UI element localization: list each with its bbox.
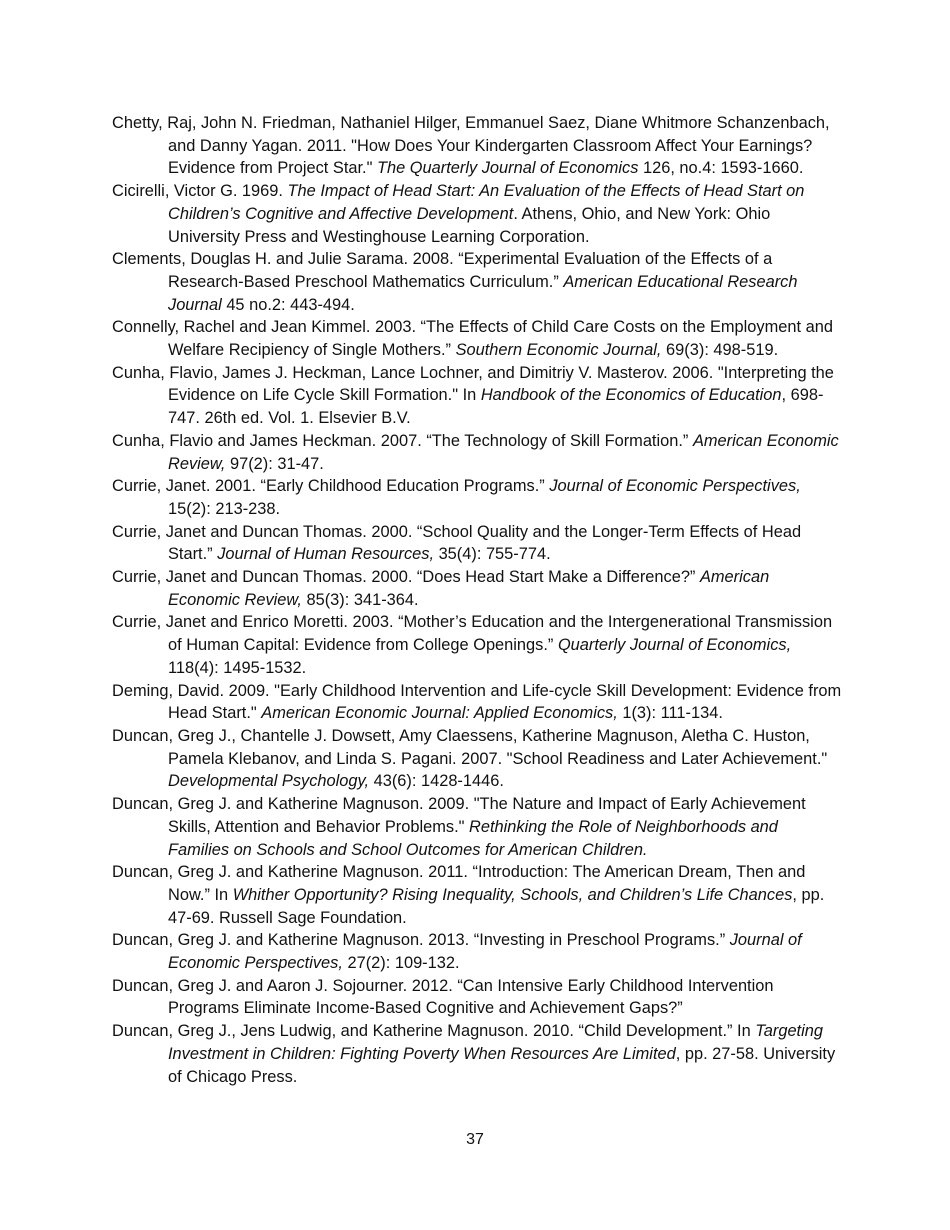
reference-text: 35(4): 755-774. (434, 545, 551, 564)
reference-text: Duncan, Greg J., Jens Ludwig, and Katherine Magnuson. 2010. “Child Development.” In (112, 1022, 756, 1041)
reference-text: 97(2): 31-47. (225, 454, 324, 473)
reference-text: Cunha, Flavio and James Heckman. 2007. “The Technology of Skill Formation.” (112, 431, 693, 450)
reference-text: . Athens, Ohio, and New York: Ohio University Press and Westinghouse Learning Corporation. (168, 204, 771, 246)
reference-source-title: Whither Opportunity? Rising Inequality, Schools, and Children’s Life Chances (232, 885, 793, 904)
reference-source-title: American Economic Review, (168, 431, 839, 473)
reference-entry (112, 861, 842, 929)
page-number: 37 (466, 1131, 484, 1148)
reference-text: Currie, Janet and Enrico Moretti. 2003. “Mother’s Education and the Intergenerational Transmission of Human Capital: Evidence from College Openings.” (112, 613, 833, 655)
reference-entry (112, 975, 842, 1020)
reference-text: , pp. 27-58. University of Chicago Press. (168, 1044, 836, 1086)
reference-text: Duncan, Greg J. and Katherine Magnuson. 2013. “Investing in Preschool Programs.” (112, 931, 730, 950)
reference-source-title: American Educational Research Journal (168, 272, 798, 314)
reference-entry (112, 793, 842, 861)
reference-source-title: Rethinking the Role of Neighborhoods and Families on Schools and School Outcomes for American Children. (168, 817, 778, 859)
reference-text: Clements, Douglas H. and Julie Sarama. 2008. “Experimental Evaluation of the Effects of a Research-Based Preschool Mathematics Curriculum.” (112, 250, 773, 291)
reference-text: 126, no.4: 1593-1660. (638, 159, 804, 178)
reference-text: Cunha, Flavio, James J. Heckman, Lance Lochner, and Dimitriy V. Masterov. 2006. "Interpreting the Evidence on Life Cycle Skill Formation." In (112, 363, 834, 405)
reference-entry (112, 521, 842, 566)
reference-text: Duncan, Greg J. and Katherine Magnuson. 2009. "The Nature and Impact of Early Achievement Skills, Attention and Behavior Problems." (112, 795, 806, 836)
reference-text: 118(4): 1495-1532. (168, 658, 307, 677)
reference-entry (112, 430, 842, 475)
reference-source-title: Journal of Human Resources, (217, 545, 435, 564)
reference-source-title: Handbook of the Economics of Education (480, 386, 782, 405)
reference-text: Connelly, Rachel and Jean Kimmel. 2003. “The Effects of Child Care Costs on the Employment and Welfare Recipiency of Single Mothers.” (112, 318, 833, 360)
reference-source-title: Journal of Economic Perspectives, (549, 477, 801, 496)
reference-text: 45 no.2: 443-494. (221, 295, 355, 314)
reference-entry (112, 680, 842, 725)
reference-source-title: Southern Economic Journal, (455, 341, 662, 360)
reference-source-title: Targeting Investment in Children: Fighting Poverty When Resources Are Limited (168, 1022, 823, 1063)
reference-source-title: The Quarterly Journal of Economics (376, 159, 639, 178)
reference-source-title: American Economic Review, (168, 568, 770, 609)
reference-text: 15(2): 213-238. (168, 499, 281, 518)
reference-text: Duncan, Greg J. and Aaron J. Sojourner. 2012. “Can Intensive Early Childhood Intervention Programs Eliminate Income-Based Cognitive and Achievement Gaps?” (112, 976, 774, 1018)
reference-text: Deming, David. 2009. "Early Childhood Intervention and Life-cycle Skill Development: Evidence from Head Start." (112, 681, 842, 723)
reference-list (112, 112, 842, 1088)
reference-entry (112, 180, 842, 248)
reference-text: Duncan, Greg J., Chantelle J. Dowsett, Amy Claessens, Katherine Magnuson, Aletha C. Huston, Pamela Klebanov, and Linda S. Pagani. 2007. "School Readiness and Later Achievement." (112, 726, 828, 768)
reference-source-title: Journal of Economic Perspectives, (168, 931, 802, 973)
reference-text: 69(3): 498-519. (661, 341, 779, 360)
reference-text: , 698-747. 26th ed. Vol. 1. Elsevier B.V. (168, 386, 824, 428)
reference-entry (112, 1020, 842, 1088)
reference-text: 1(3): 111-134. (617, 704, 723, 723)
reference-source-title: The Impact of Head Start: An Evaluation of the Effects of Head Start on Children’s Cognitive and Affective Development (168, 182, 805, 223)
reference-text: Cicirelli, Victor G. 1969. (112, 182, 288, 201)
reference-entry (112, 362, 842, 430)
reference-source-title: American Economic Journal: Applied Economics, (261, 704, 618, 723)
reference-text: Chetty, Raj, John N. Friedman, Nathaniel Hilger, Emmanuel Saez, Diane Whitmore Schanzenbach, and Danny Yagan. 2011. "How Does Your Kindergarten Classroom Affect Your Earnings? Evidence from Project Star." (112, 114, 830, 178)
reference-text: 27(2): 109-132. (342, 954, 460, 973)
reference-entry (112, 566, 842, 611)
reference-text: Currie, Janet and Duncan Thomas. 2000. “School Quality and the Longer-Term Effects of Head Start.” (112, 522, 802, 564)
reference-text: 85(3): 341-364. (301, 590, 419, 609)
reference-text: Duncan, Greg J. and Katherine Magnuson. 2011. “Introduction: The American Dream, Then and Now.” In (112, 863, 806, 904)
reference-text: , pp. 47-69. Russell Sage Foundation. (168, 885, 825, 927)
reference-entry (112, 725, 842, 793)
reference-text: 43(6): 1428-1446. (369, 772, 504, 791)
reference-source-title: Developmental Psychology, (168, 772, 370, 791)
reference-entry (112, 248, 842, 316)
reference-entry (112, 112, 842, 180)
reference-entry (112, 611, 842, 679)
reference-entry (112, 475, 842, 520)
reference-text: Currie, Janet. 2001. “Early Childhood Education Programs.” (112, 477, 550, 496)
reference-entry (112, 316, 842, 361)
reference-entry (112, 929, 842, 974)
reference-source-title: Quarterly Journal of Economics, (557, 636, 792, 655)
reference-text: Currie, Janet and Duncan Thomas. 2000. “Does Head Start Make a Difference?” (112, 568, 700, 587)
